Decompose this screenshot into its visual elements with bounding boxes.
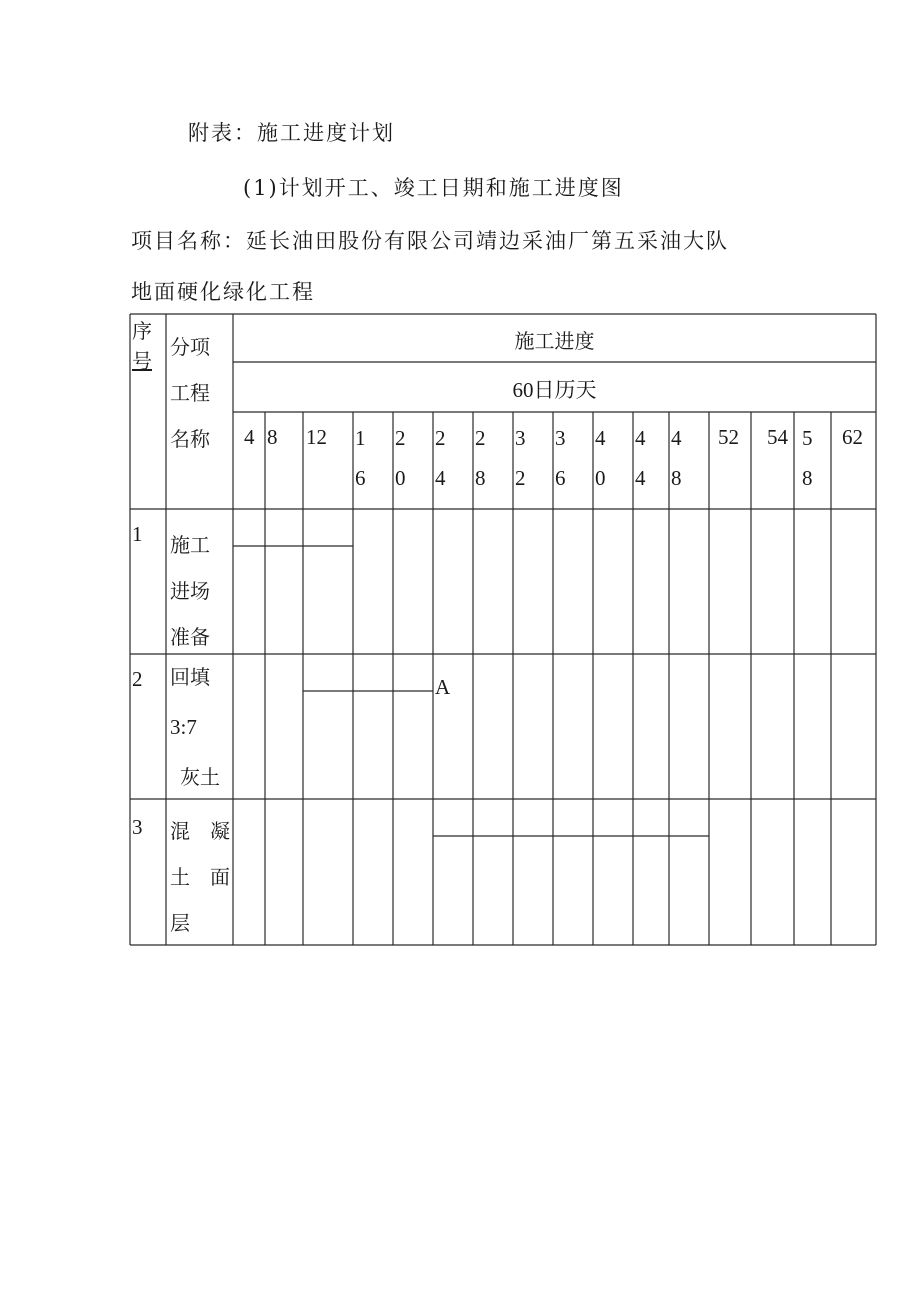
day-label-digit: 2 bbox=[435, 426, 446, 450]
item-name-header-line-3: 名称 bbox=[170, 427, 210, 451]
day-label-digit: 2 bbox=[475, 426, 486, 450]
row-item-name-line: 3:7 bbox=[170, 715, 197, 739]
day-label-digit: 0 bbox=[395, 466, 406, 490]
day-label bbox=[395, 418, 406, 498]
item-name-header-line-2: 工程 bbox=[170, 381, 210, 405]
day-label-digit: 2 bbox=[515, 466, 526, 490]
item-name-header-line-1: 分项 bbox=[170, 335, 210, 359]
day-label-digit: 3 bbox=[515, 426, 526, 450]
day-label-digit: 2 bbox=[395, 426, 406, 450]
item-name-header bbox=[170, 324, 210, 462]
project-name-continued: 地面硬化绿化工程 bbox=[131, 280, 315, 304]
row-item-name bbox=[170, 522, 210, 660]
day-label bbox=[435, 418, 446, 498]
day-label-digit: 6 bbox=[555, 466, 566, 490]
row-seq: 1 bbox=[132, 522, 143, 546]
day-label: 4 bbox=[244, 425, 255, 449]
row-item-name-line: 施工 bbox=[170, 533, 210, 557]
day-label-digit: 5 bbox=[802, 426, 813, 450]
row-item-name bbox=[170, 652, 220, 802]
day-label-digit: 4 bbox=[635, 466, 646, 490]
day-label bbox=[555, 418, 566, 498]
day-label-digit: 4 bbox=[595, 426, 606, 450]
row-item-name-line: 进场 bbox=[170, 579, 210, 603]
seq-header-char-2: 号 bbox=[132, 349, 152, 373]
day-label bbox=[635, 418, 646, 498]
row-item-name-line: 土 面 bbox=[170, 865, 230, 889]
day-label-digit: 3 bbox=[555, 426, 566, 450]
day-label: 62 bbox=[842, 425, 863, 449]
day-label-digit: 8 bbox=[475, 466, 486, 490]
day-label-digit: 4 bbox=[635, 426, 646, 450]
seq-header bbox=[132, 316, 152, 376]
day-label-digit: 8 bbox=[802, 466, 813, 490]
day-label-digit: 6 bbox=[355, 466, 366, 490]
row-item-name-line: 准备 bbox=[170, 625, 210, 649]
row-item-name-line: 层 bbox=[170, 911, 190, 935]
day-label: 12 bbox=[306, 425, 327, 449]
seq-header-char-1: 序 bbox=[132, 319, 152, 343]
milestone-marker: A bbox=[435, 675, 451, 699]
row-seq: 2 bbox=[132, 667, 143, 691]
calendar-days: 60日历天 bbox=[512, 378, 597, 402]
day-label-digit: 8 bbox=[671, 466, 682, 490]
day-label: 54 bbox=[767, 425, 788, 449]
row-seq: 3 bbox=[132, 815, 143, 839]
day-label bbox=[671, 418, 682, 498]
day-label bbox=[515, 418, 526, 498]
appendix-title: 附表：施工进度计划 bbox=[188, 121, 395, 145]
day-label bbox=[475, 418, 486, 498]
day-label-digit: 0 bbox=[595, 466, 606, 490]
row-item-name-line: 混 凝 bbox=[170, 819, 230, 843]
row-item-name bbox=[170, 808, 230, 946]
row-item-name-line: 回填 bbox=[170, 665, 210, 689]
day-label: 8 bbox=[267, 425, 278, 449]
day-label bbox=[802, 418, 813, 498]
row-item-name-line: 灰土 bbox=[180, 765, 220, 789]
chart-subtitle: (1)计划开工、竣工日期和施工进度图 bbox=[243, 176, 624, 200]
day-label: 52 bbox=[718, 425, 739, 449]
day-label bbox=[595, 418, 606, 498]
day-label bbox=[355, 418, 366, 498]
project-name: 项目名称：延长油田股份有限公司靖边采油厂第五采油大队 bbox=[131, 229, 729, 253]
day-label-digit: 4 bbox=[435, 466, 446, 490]
day-label-digit: 4 bbox=[671, 426, 682, 450]
progress-title: 施工进度 bbox=[514, 329, 595, 353]
day-label-digit: 1 bbox=[355, 426, 366, 450]
